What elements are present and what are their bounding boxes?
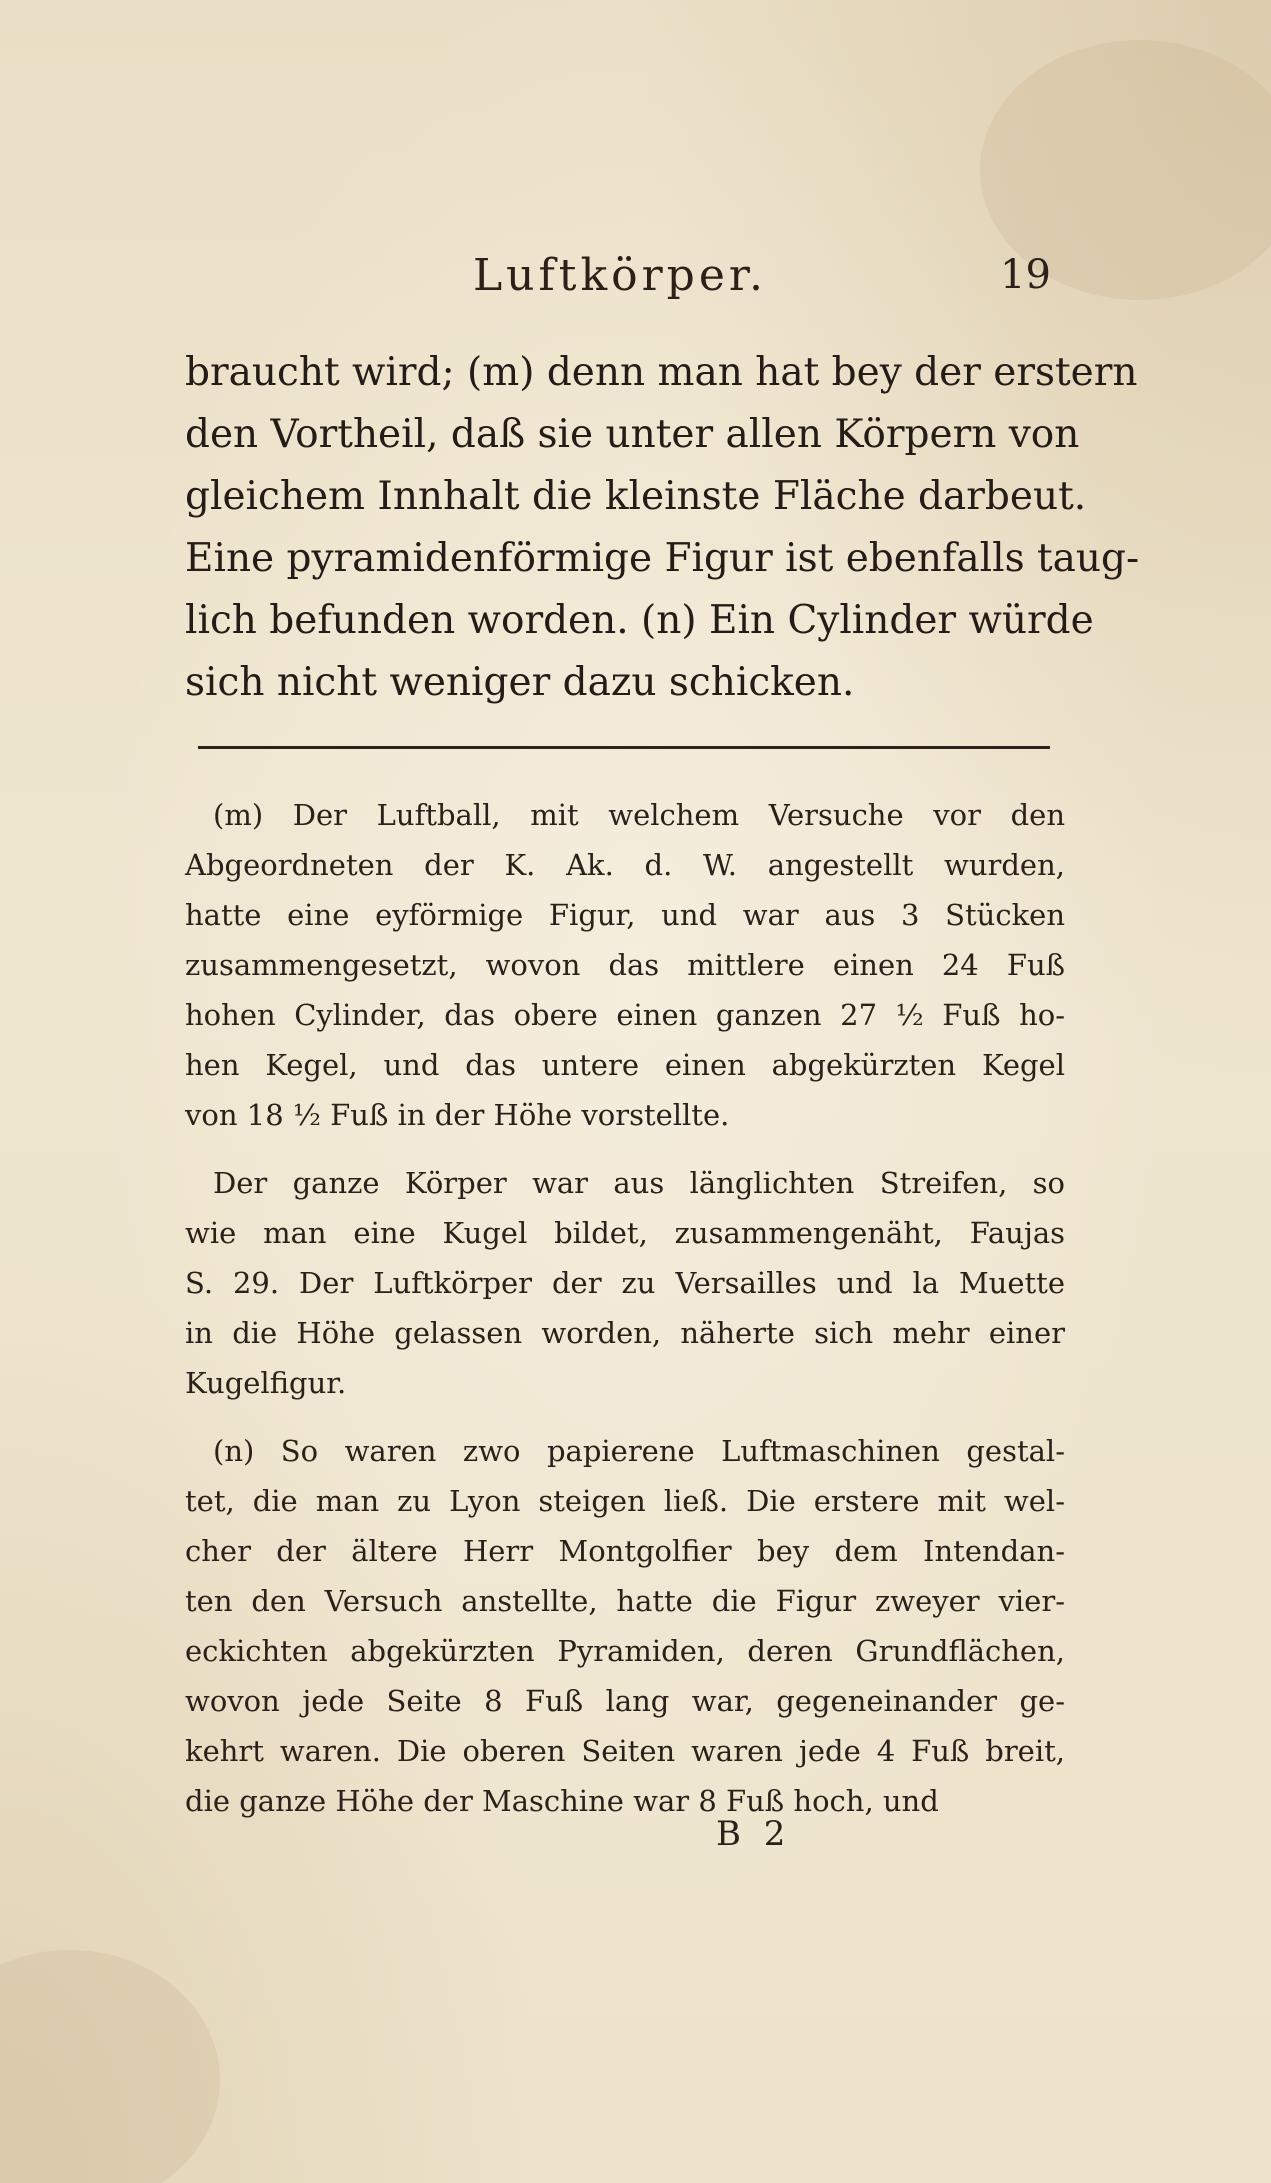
footnote-line: hen Kegel, und das untere einen abgekürzten Kegel <box>185 1048 1065 1082</box>
footnote-line: in die Höhe gelassen worden, näherte sich mehr einer <box>185 1316 1065 1350</box>
text-line: gleichem Innhalt die kleinste Fläche darbeut. <box>185 474 1087 519</box>
footnote-line: die ganze Höhe der Maschine war 8 Fuß hoch, und <box>185 1784 939 1818</box>
footnote-line: S. 29. Der Luftkörper der zu Versailles und la Muette <box>185 1266 1065 1300</box>
text-line: lich befunden worden. (n) Ein Cylinder würde <box>185 598 1094 643</box>
footnote-line: wovon jede Seite 8 Fuß lang war, gegeneinander ge- <box>185 1684 1065 1718</box>
text-line: Eine pyramidenförmige Figur ist ebenfalls taug- <box>185 536 1140 581</box>
footnote-line: Kugelfigur. <box>185 1366 347 1400</box>
page-number: 19 <box>1000 252 1051 298</box>
footnote-line: eckichten abgekürzten Pyramiden, deren Grundflächen, <box>185 1634 1065 1668</box>
main-text-block <box>185 342 1140 714</box>
footnote-divider <box>198 746 1050 749</box>
footnote-line: ten den Versuch anstellte, hatte die Figur zweyer vier- <box>185 1584 1065 1618</box>
footnote-line: wie man eine Kugel bildet, zusammengenäht, Faujas <box>185 1216 1065 1250</box>
footnote-line: hohen Cylinder, das obere einen ganzen 27 ½ Fuß ho- <box>185 998 1065 1032</box>
footnote-line: tet, die man zu Lyon steigen ließ. Die erstere mit wel- <box>185 1484 1065 1518</box>
printer-signature: B 2 <box>716 1814 792 1854</box>
footnote-m <box>185 790 1065 1140</box>
text-line: sich nicht weniger dazu schicken. <box>185 660 855 705</box>
footnote-line: (m) Der Luftball, mit welchem Versuche vor den <box>213 798 1065 832</box>
footnote-n <box>185 1426 1065 1826</box>
footnote-m-continuation <box>185 1158 1065 1408</box>
footnote-line: von 18 ½ Fuß in der Höhe vorstellte. <box>185 1098 730 1132</box>
text-line: braucht wird; (m) denn man hat bey der erstern <box>185 350 1138 395</box>
footnote-line: Abgeordneten der K. Ak. d. W. angestellt wurden, <box>185 848 1065 882</box>
footnote-line: zusammengesetzt, wovon das mittlere einen 24 Fuß <box>185 948 1065 982</box>
text-line: den Vortheil, daß sie unter allen Körpern von <box>185 412 1080 457</box>
page-header <box>0 250 1271 320</box>
footnotes <box>185 790 1065 1844</box>
footnote-line: cher der ältere Herr Montgolfier bey dem Intendan- <box>185 1534 1065 1568</box>
footnote-line: Der ganze Körper war aus länglichten Streifen, so <box>213 1166 1065 1200</box>
footnote-line: (n) So waren zwo papierene Luftmaschinen gestal- <box>213 1434 1065 1468</box>
footnote-line: kehrt waren. Die oberen Seiten waren jede 4 Fuß breit, <box>185 1734 1065 1768</box>
paper-stain <box>0 1950 220 2183</box>
footnote-line: hatte eine eyförmige Figur, und war aus 3 Stücken <box>185 898 1065 932</box>
running-title: Luftkörper. <box>472 250 768 301</box>
